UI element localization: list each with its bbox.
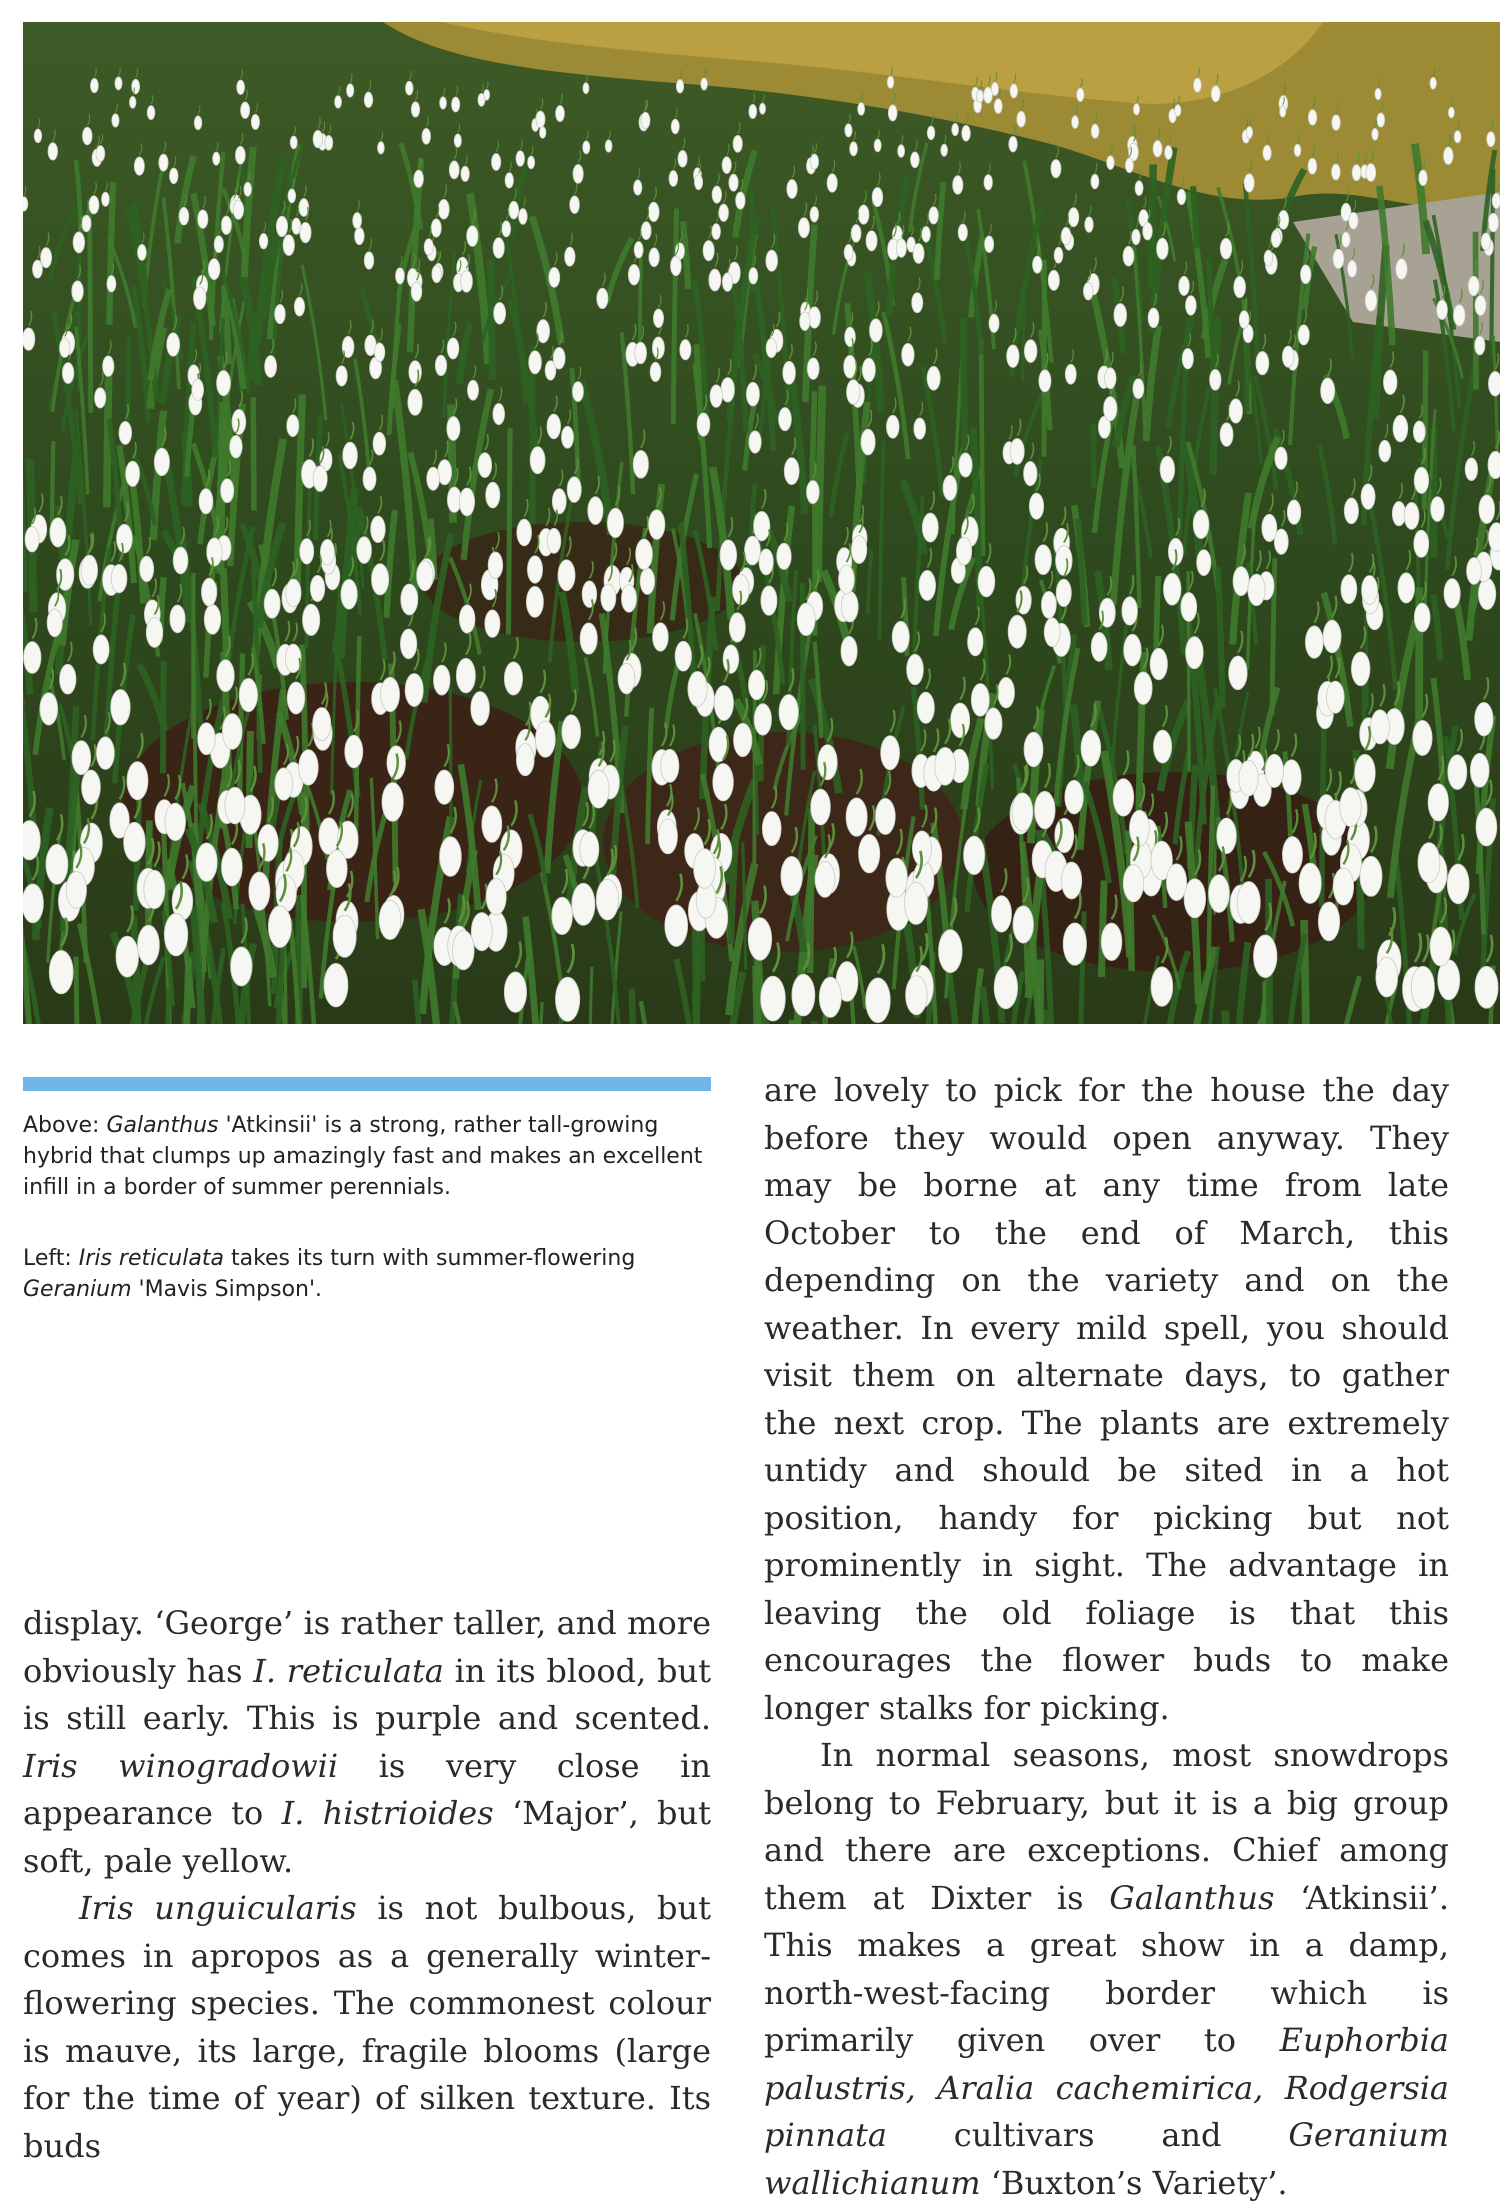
right-paragraph-2	[764, 1732, 1449, 2207]
left-paragraph-2	[23, 1885, 711, 2170]
text-run: ‘Major’, but soft, pale yellow.	[23, 1794, 712, 1880]
right-column	[764, 1067, 1449, 2207]
caption-rule	[23, 1077, 711, 1091]
italic-run: Euphorbia palustris, Aralia cachemirica, Rodgersia pinnata	[764, 2021, 1449, 2154]
caption-left	[23, 1243, 723, 1305]
italic-run: Iris winogradowii	[23, 1746, 339, 1785]
caption-above-genus: Galanthus	[106, 1113, 219, 1138]
left-column	[23, 1600, 711, 2170]
caption-left-text: 'Mavis Simpson'.	[131, 1277, 323, 1302]
snowdrop-photo-illustration	[23, 22, 1500, 1024]
text-run: is not bulbous, but comes in apropos as a generally winter-flowering species. The commonest colour is mauve, its large, fragile blooms (large for the time of year) of silken texture. Its buds	[23, 1889, 711, 2165]
italic-run: I. reticulata	[253, 1651, 444, 1690]
italic-run: Galanthus	[1109, 1878, 1275, 1917]
caption-left-species: Iris reticulata	[78, 1246, 224, 1271]
text-run: in its blood, but is still early. This is purple and scented.	[23, 1651, 712, 1737]
snowdrop-photo	[23, 22, 1500, 1024]
right-paragraph-1: are lovely to pick for the house the day before they would open anyway. They may be borne at any time from late October to the end of March, this depending on the variety and on the weather. In every mild spell, you should visit them on alternate days, to gather the next crop. The plants are extremely untidy and should be sited in a hot position, handy for picking but not prominently in sight. The advantage in leaving the old foliage is that this encourages the flower buds to make longer stalks for picking.	[764, 1071, 1449, 1727]
caption-left-middle: takes its turn with summer-flowering	[223, 1246, 636, 1271]
italic-run: I. histrioides	[281, 1794, 494, 1832]
text-run: ‘Atkinsii’. This makes a great show in a damp, north-west-facing border which is primarily given over to	[764, 1878, 1450, 2059]
text-run: ‘Buxton’s Variety’.	[980, 2163, 1288, 2202]
text-run: In normal seasons, most snowdrops belong to February, but it is a big group and there are exceptions. Chief among them at Dixter is	[764, 1736, 1449, 1917]
text-run: display. ‘George’ is rather taller, and more obviously has	[23, 1604, 711, 1690]
caption-left-genus: Geranium	[23, 1277, 132, 1302]
caption-above-text: 'Atkinsii' is a strong, rather tall-growing hybrid that clumps up amazingly fast and makes an excellent infill in a border of summer perennials.	[23, 1113, 703, 1200]
caption-above-prefix: Above:	[23, 1113, 107, 1138]
italic-run: Iris unguicularis	[79, 1889, 357, 1927]
caption-left-prefix: Left:	[23, 1246, 79, 1271]
text-run: cultivars and	[886, 2116, 1289, 2154]
caption-above	[23, 1110, 723, 1203]
text-run: is very close in appearance to	[23, 1746, 712, 1832]
left-paragraph-1	[23, 1600, 711, 1885]
italic-run: Geranium wallichianum	[764, 2116, 1449, 2202]
